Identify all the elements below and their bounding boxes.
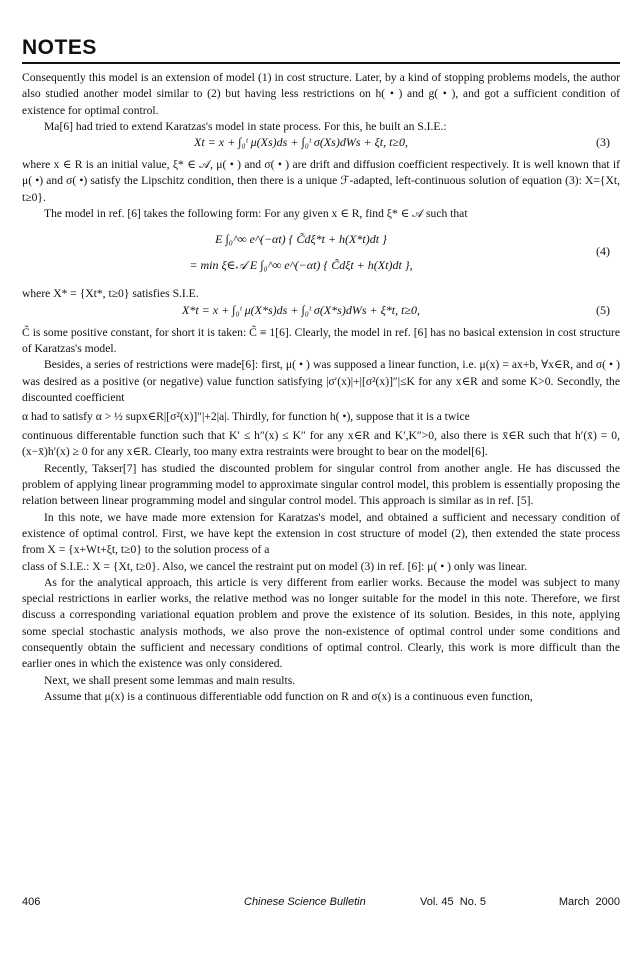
journal-name: Chinese Science Bulletin [244, 896, 366, 908]
paragraph: Consequently this model is an extension of model (1) in cost structure. Later, by a kind of stopping problems models, the author also studied another model similar to (2) but having less restrictions on h( • ) and g( • ), and got a sufficient condition of existence for optimal control. [22, 71, 620, 117]
equation-number: (5) [596, 302, 610, 317]
equation-number: (3) [596, 135, 610, 150]
equation-body: X*t = x + ∫₀ᵗ μ(X*s)ds + ∫₀ᵗ σ(X*s)dWs + ξ*t, t≥0, [182, 302, 420, 317]
equation-5 [22, 303, 620, 325]
equation-3 [22, 135, 620, 157]
paragraph: In this note, we have made more extension for Karatzas's model, and obtained a sufficient and necessary condition of existence of optimal control. First, we have kept the extension in cost structure of model (2), then extended the state process from X = {x+Wt+ξt, t≥0} to the solution process of a [22, 510, 620, 557]
paragraph: Ma[6] had tried to extend Karatzas's model in state process. For this, he built an S.I.E.: [44, 119, 447, 133]
issue-date: March 2000 [558, 896, 620, 908]
paragraph: α had to satisfy α > ½ supx∈R|[σ²(x)]″|+2|a|. Thirdly, for function h( •), suppose that it is a twice [22, 410, 470, 424]
paragraph: The model in ref. [6] takes the following form: For any given x ∈ R, find ξ* ∈ 𝒜 such that [44, 207, 468, 221]
equation-4 [22, 222, 620, 286]
page-footer [22, 896, 620, 912]
equation-body: Xt = x + ∫₀ᵗ μ(Xs)ds + ∫₀ᵗ σ(Xs)dWs + ξt, t≥0, [194, 135, 408, 150]
paragraph: Next, we shall present some lemmas and main results. [44, 673, 296, 687]
paragraph: Recently, Takser[7] has studied the discounted problem for singular control from another angle. He has discussed the problem of applying linear programming model to approximate singular control model, this problem is essentially proposing the relation between linear programming model and singular control model. This approach is similar as in ref. [5]. [22, 461, 620, 508]
paragraph: Besides, a series of restrictions were made[6]: first, μ( • ) was supposed a linear function, i.e. μ(x) = ax+b, ∀x∈R, and σ( • ) was desired as a positive (or negative) value function satisfying |σ′(x)|+|[σ²(x)]″|≤K for any x∈R and some K>0. Secondly, the discounted coefficient [22, 358, 620, 404]
header-rule [22, 62, 620, 64]
paragraph: C̃ is some positive constant, for short it is taken: C̃ ≡ 1[6]. Clearly, the model in ref. [6] has no basical extension in cost structure of Karatzas's model. [22, 325, 620, 355]
section-header: NOTES [22, 36, 97, 59]
page-number: 406 [22, 896, 41, 908]
equation-line: E ∫₀^∞ e^(−αt) { C̃dξ*t + h(X*t)dt } [215, 232, 387, 247]
paragraph: continuous differentable function such that K′ ≤ h″(x) ≤ K″ for any x∈R and K′,K″>0, also there is x̄∈R such that h′(x̄) = 0, (x−x̄)h′(x) ≥ 0 for any x∈R. Clearly, too many extra restraints were brought to bear on the model[6]. [22, 429, 620, 459]
page-body [22, 36, 620, 705]
equation-body [22, 226, 580, 278]
equation-line: = min ξ∈𝒜 E ∫₀^∞ e^(−αt) { C̃dξt + h(Xt)dt }, [189, 258, 413, 273]
equation-number: (4) [596, 244, 610, 259]
volume-issue: Vol. 45 No. 5 [420, 896, 487, 908]
paragraph: where x ∈ R is an initial value, ξ* ∈ 𝒜, μ( • ) and σ( • ) are drift and diffusion coefficient respectively. It is well known that if μ( •) and σ( •) satisfy the Lipschitz condition, then there is a unique ℱ-adapted, left-continuous solution of equation (3): X={Xt, t≥0}. [22, 158, 620, 204]
paragraph: where X* = {Xt*, t≥0} satisfies S.I.E. [22, 287, 199, 301]
paragraph: class of S.I.E.: X = {Xt, t≥0}. Also, we cancel the restraint put on model (3) in ref. [6]: μ( • ) only was linear. [22, 559, 528, 573]
paragraph: Assume that μ(x) is a continuous differentiable odd function on R and σ(x) is a continuous even function, [44, 689, 533, 703]
paragraph: As for the analytical approach, this article is very different from earlier works. Because the model was subject to many special restrictions in earlier works, the relative method was no longer suitable for the model in this note. Therefore, we first discuss a corresponding variational equation problem and prove the existence of its solution. Besides, in this note, applying some special stochastic analysis mothods, we also prove the non-existence of optimal control under some conditions and consequently obtain the sufficient and necessary conditions of optimal control. Clearly, this work is more difficult than the earlier ones in which the existence was only considered. [22, 575, 620, 671]
